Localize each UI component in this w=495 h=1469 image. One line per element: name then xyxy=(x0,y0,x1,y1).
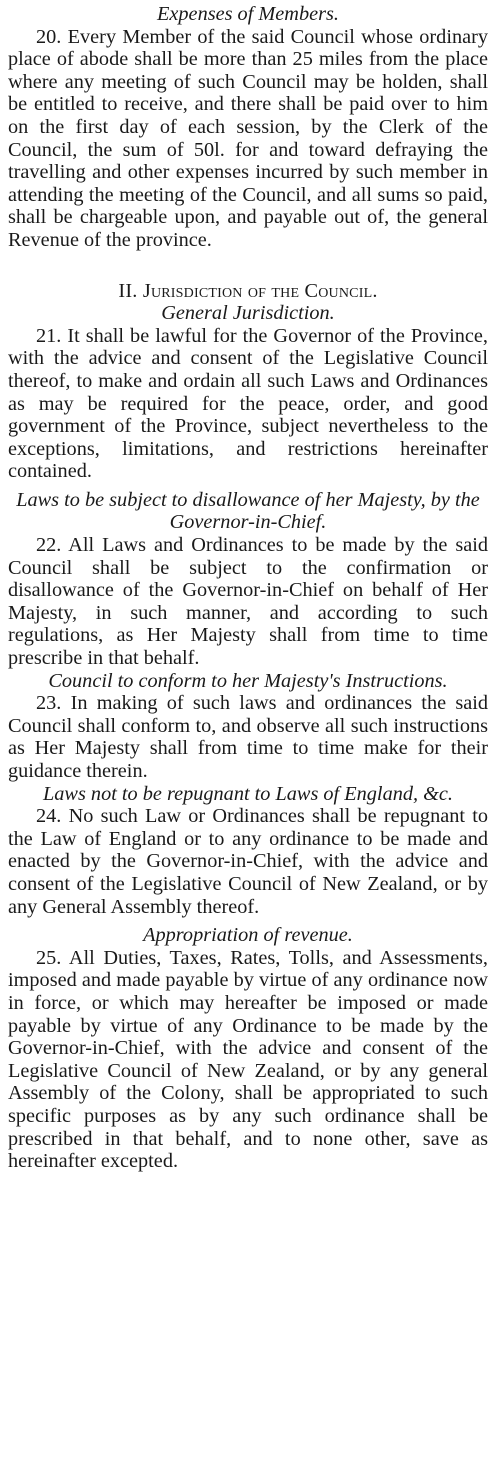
section-23-text: 23. In making of such laws and ordinances the said Council shall conform to, and observe all such instructions as Her Majesty shall from time to time make for their guidance therein. xyxy=(8,692,488,782)
section-20-text: 20. Every Member of the said Council whose ordinary place of abode shall be more than 25 miles from the place where any meeting of such Council may be holden, shall be entitled to receive, and there shall be paid over to him on the first day of each session, by the Clerk of the Council, the sum of 50l. for and toward defraying the travelling and other expenses incurred by such member in attending the meeting of the Council, and all sums so paid, shall be chargeable upon, and payable out of, the general Revenue of the province. xyxy=(8,25,488,251)
part-ii-heading xyxy=(8,280,488,303)
section-20-heading: Expenses of Members. xyxy=(157,3,339,25)
section-21-heading: General Jurisdiction. xyxy=(161,302,335,325)
section-23-heading: Council to conform to her Majesty's Instructions. xyxy=(48,669,448,692)
section-22-text: 22. All Laws and Ordinances to be made by the said Council shall be subject to the confirmation or disallowance of the Governor-in-Chief on behalf of Her Majesty, in such manner, and according to such regulations, as Her Majesty shall from time to time prescribe in that behalf. xyxy=(8,534,488,670)
part-ii-title: Jurisdiction of the Council. xyxy=(142,279,378,302)
section-21-text: 21. It shall be lawful for the Governor of the Province, with the advice and consent of the Legislative Council thereof, to make and ordain all such Laws and Ordinances as may be required for the peace, order, and good government of the Province, subject nevertheless to the exceptions, limitations, and restrictions hereinafter contained. xyxy=(8,324,488,483)
section-24-text: 24. No such Law or Ordinances shall be repugnant to the Law of England or to any ordinance to be made and enacted by the Governor-in-Chief, with the advice and consent of the Legislative Council of New Zealand, or by any General Assembly thereof. xyxy=(8,805,488,918)
section-22-heading: Laws to be subject to disallowance of her Majesty, by the Governor-in-Chief. xyxy=(16,488,480,534)
section-25-heading: Appropriation of revenue. xyxy=(143,924,353,947)
section-24-heading: Laws not to be repugnant to Laws of England, &c. xyxy=(43,782,453,805)
part-ii-number: II. xyxy=(118,279,138,302)
spacer xyxy=(8,252,488,280)
section-25-text: 25. All Duties, Taxes, Rates, Tolls, and Assessments, imposed and made payable by virtue of any ordinance now in force, or which may hereafter be imposed or made payable by virtue of any Ordinance to be made by the Governor-in-Chief, with the advice and consent of the Legislative Council of New Zealand, or by any general Assembly of the Colony, shall be appropriated to such specific purposes as by any such ordinance shall be prescribed in that behalf, and to none other, save as hereinafter excepted. xyxy=(8,946,488,1173)
